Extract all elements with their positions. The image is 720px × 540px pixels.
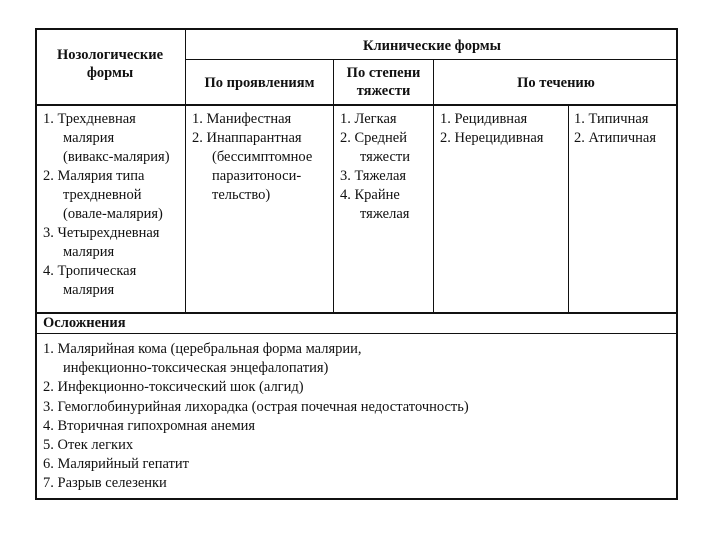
line: 1. Малярийная кома (церебральная форма малярии, [43, 341, 362, 357]
list-item: 1. Типичная [574, 111, 649, 127]
list-item: 2. Атипичная [574, 130, 657, 146]
line: тяжести [360, 149, 410, 165]
list-item [43, 340, 671, 378]
list-item [43, 224, 183, 262]
rule-col-1 [185, 30, 186, 313]
list-item [43, 398, 671, 417]
line: малярия [63, 244, 115, 260]
list-item [340, 186, 432, 224]
header-by-course-text: По течению [517, 75, 595, 91]
severity-list [340, 110, 432, 224]
header-clinical [186, 37, 678, 55]
line: 3. Гемоглобинурийная лихорадка (острая почечная недостаточность) [43, 398, 469, 415]
list-item [43, 167, 183, 224]
complications-cell [43, 340, 671, 494]
rule-col-4 [568, 105, 569, 313]
rule-complications-title [37, 333, 678, 334]
header-by-severity-text: По степени тяжести [346, 65, 421, 99]
rule-clinical-header [185, 59, 678, 60]
line: 5. Отек легких [43, 437, 134, 454]
line: 4. Тропическая [43, 263, 137, 279]
header-nosological-text: Нозологические формы [56, 47, 164, 81]
line: (вивакс-малярия) [63, 149, 170, 165]
line: тельство) [212, 187, 271, 203]
header-by-course [434, 74, 678, 92]
manifestation-cell [192, 110, 332, 205]
rule-header-bottom [37, 104, 678, 106]
list-item [192, 110, 332, 129]
list-item [192, 129, 332, 205]
line: 1. Трехдневная [43, 111, 136, 127]
course-cell [440, 110, 568, 148]
list-item [43, 262, 183, 300]
typicality-list [574, 110, 678, 148]
line: 2. Средней [340, 130, 407, 146]
line: тяжелая [360, 206, 410, 222]
line: 2. Инаппарантная [192, 130, 302, 146]
list-item [340, 167, 432, 186]
line: 3. Тяжелая [340, 168, 407, 184]
list-item [43, 474, 671, 493]
complications-title-text: Осложнения [43, 315, 126, 331]
list-item [340, 110, 432, 129]
course-list [440, 110, 568, 148]
typicality-cell [574, 110, 678, 148]
list-item [340, 129, 432, 167]
line: (овале-малярия) [63, 206, 163, 222]
list-item [43, 436, 671, 455]
list-item: 2. Нерецидивная [440, 130, 544, 146]
line: 4. Крайне [340, 187, 400, 203]
complications-list [43, 340, 671, 494]
nosological-forms-cell [43, 110, 183, 300]
severity-cell [340, 110, 432, 224]
header-by-manifestation-text: По проявлениям [204, 75, 315, 91]
list-item: 1. Рецидивная [440, 111, 528, 127]
line: малярия [63, 282, 115, 298]
line: 3. Четырехдневная [43, 225, 160, 241]
line: трехдневной [63, 187, 142, 203]
line: паразитоноси- [212, 168, 302, 184]
line: малярия [63, 130, 115, 146]
line: 7. Разрыв селезенки [43, 475, 167, 492]
line: 2. Малярия типа [43, 168, 145, 184]
header-by-manifestation [186, 74, 333, 92]
rule-col-3 [433, 59, 434, 313]
nosological-forms-list [43, 110, 183, 300]
line: 4. Вторичная гипохромная анемия [43, 417, 256, 434]
header-nosological [43, 46, 177, 82]
complications-title [43, 314, 663, 333]
line: инфекционно-токсическая энцефалопатия) [63, 360, 329, 377]
line: 1. Манифестная [192, 111, 292, 127]
line: 1. Легкая [340, 111, 397, 127]
manifestation-list [192, 110, 332, 205]
list-item [43, 455, 671, 474]
list-item [43, 378, 671, 397]
line: (бессимптомное [212, 149, 313, 165]
line: 2. Инфекционно-токсический шок (алгид) [43, 379, 304, 396]
list-item [43, 110, 183, 167]
header-clinical-text: Клинические формы [362, 38, 502, 54]
header-by-severity [334, 64, 433, 100]
line: 6. Малярийный гепатит [43, 456, 189, 473]
list-item [43, 417, 671, 436]
malaria-classification-table [35, 28, 678, 500]
